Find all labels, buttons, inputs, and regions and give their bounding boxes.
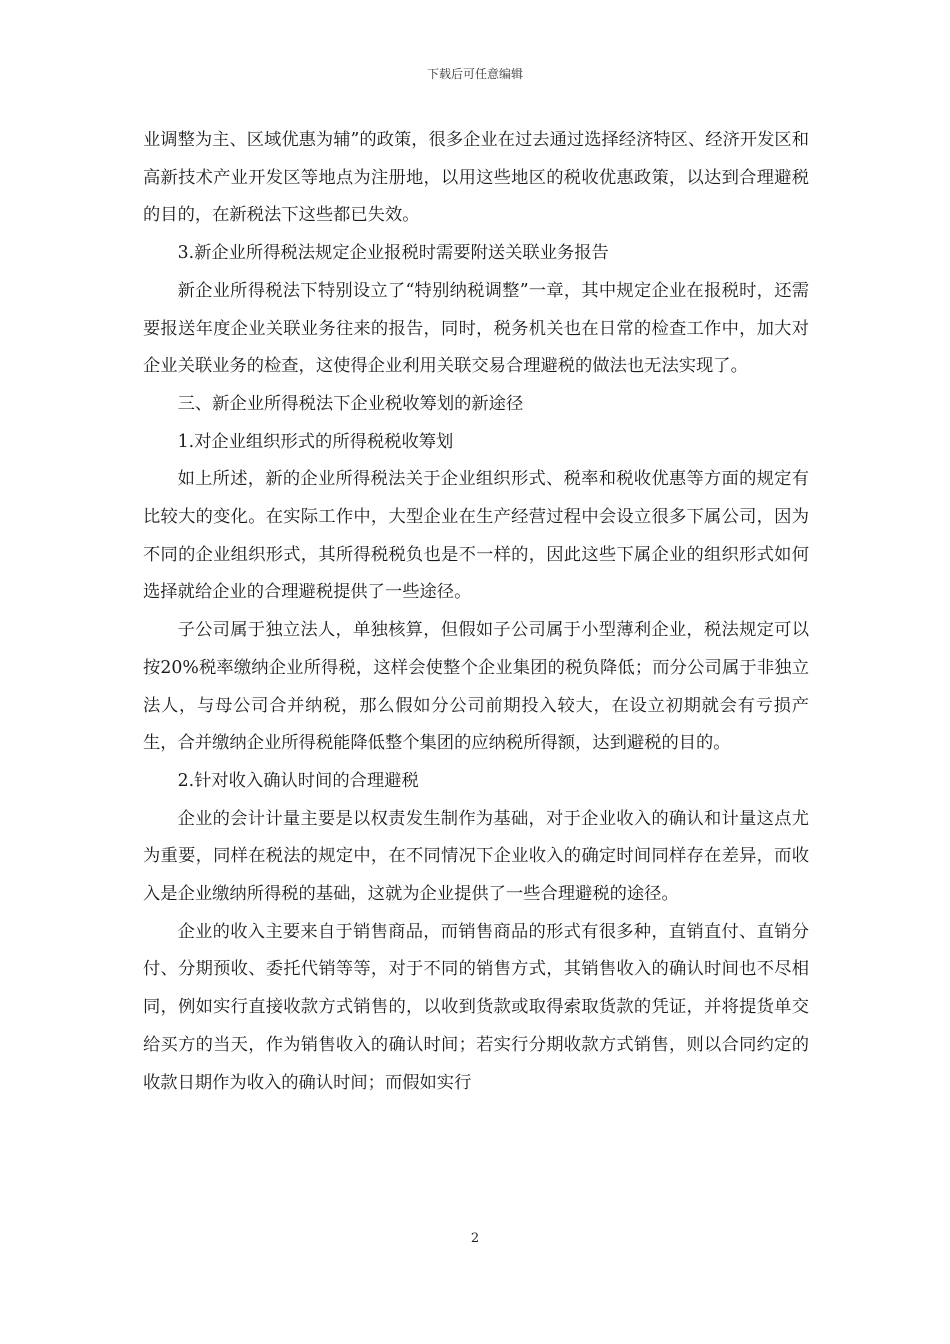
- section-heading: 3.新企业所得税法规定企业报税时需要附送关联业务报告: [177, 243, 609, 264]
- paragraph: 企业的会计计量主要是以权责发生制作为基础，对于企业收入的确认和计量这点尤为重要，同样在税法的规定中，在不同情况下企业收入的确定时间同样存在差异，而收入是企业缴纳所得税的基础，这就为企业提供了一些合理避税的途径。: [143, 808, 809, 905]
- section-heading: 1.对企业组织形式的所得税税收筹划: [177, 431, 454, 452]
- paragraph: 企业的收入主要来自于销售商品，而销售商品的形式有很多种，直销直付、直销分付、分期预收、委托代销等等，对于不同的销售方式，其销售收入的确认时间也不尽相同，例如实行直接收款方式销售的，以收到货款或取得索取货款的凭证，并将提货单交给买方的当天，作为销售收入的确认时间；若实行分期收款方式销售，则以合同约定的收款日期作为收入的确认时间；而假如实行: [143, 921, 809, 1093]
- paragraph: 业调整为主、区域优惠为辅”的政策，很多企业在过去通过选择经济特区、经济开发区和高新技术产业开发区等地点为注册地，以用这些地区的税收优惠政策，以达到合理避税的目的，在新税法下这些都已失效。: [143, 130, 809, 226]
- document-body: [143, 122, 809, 1102]
- paragraph: 子公司属于独立法人，单独核算，但假如子公司属于小型薄利企业，税法规定可以按20%税率缴纳企业所得税，这样会使整个企业集团的税负降低；而分公司属于非独立法人，与母公司合并纳税，那么假如分公司前期投入较大，在设立初期就会有亏损产生，合并缴纳企业所得税能降低整个集团的应纳税所得额，达到避税的目的。: [143, 620, 809, 754]
- section-heading: 三、新企业所得税法下企业税收筹划的新途径: [177, 393, 524, 414]
- paragraph: 新企业所得税法下特别设立了“特别纳税调整”一章，其中规定企业在报税时，还需要报送年度企业关联业务往来的报告，同时，税务机关也在日常的检查工作中，加大对企业关联业务的检查，这使得企业利用关联交易合理避税的做法也无法实现了。: [143, 280, 809, 377]
- page-header: 下载后可任意编辑: [426, 67, 523, 81]
- section-heading: 2.针对收入确认时间的合理避税: [177, 770, 419, 791]
- page-number: 2: [470, 1231, 480, 1246]
- paragraph: 如上所述，新的企业所得税法关于企业组织形式、税率和税收优惠等方面的规定有比较大的变化。在实际工作中，大型企业在生产经营过程中会设立很多下属公司，因为不同的企业组织形式，其所得税税负也是不一样的，因此这些下属企业的组织形式如何选择就给企业的合理避税提供了一些途径。: [143, 469, 809, 603]
